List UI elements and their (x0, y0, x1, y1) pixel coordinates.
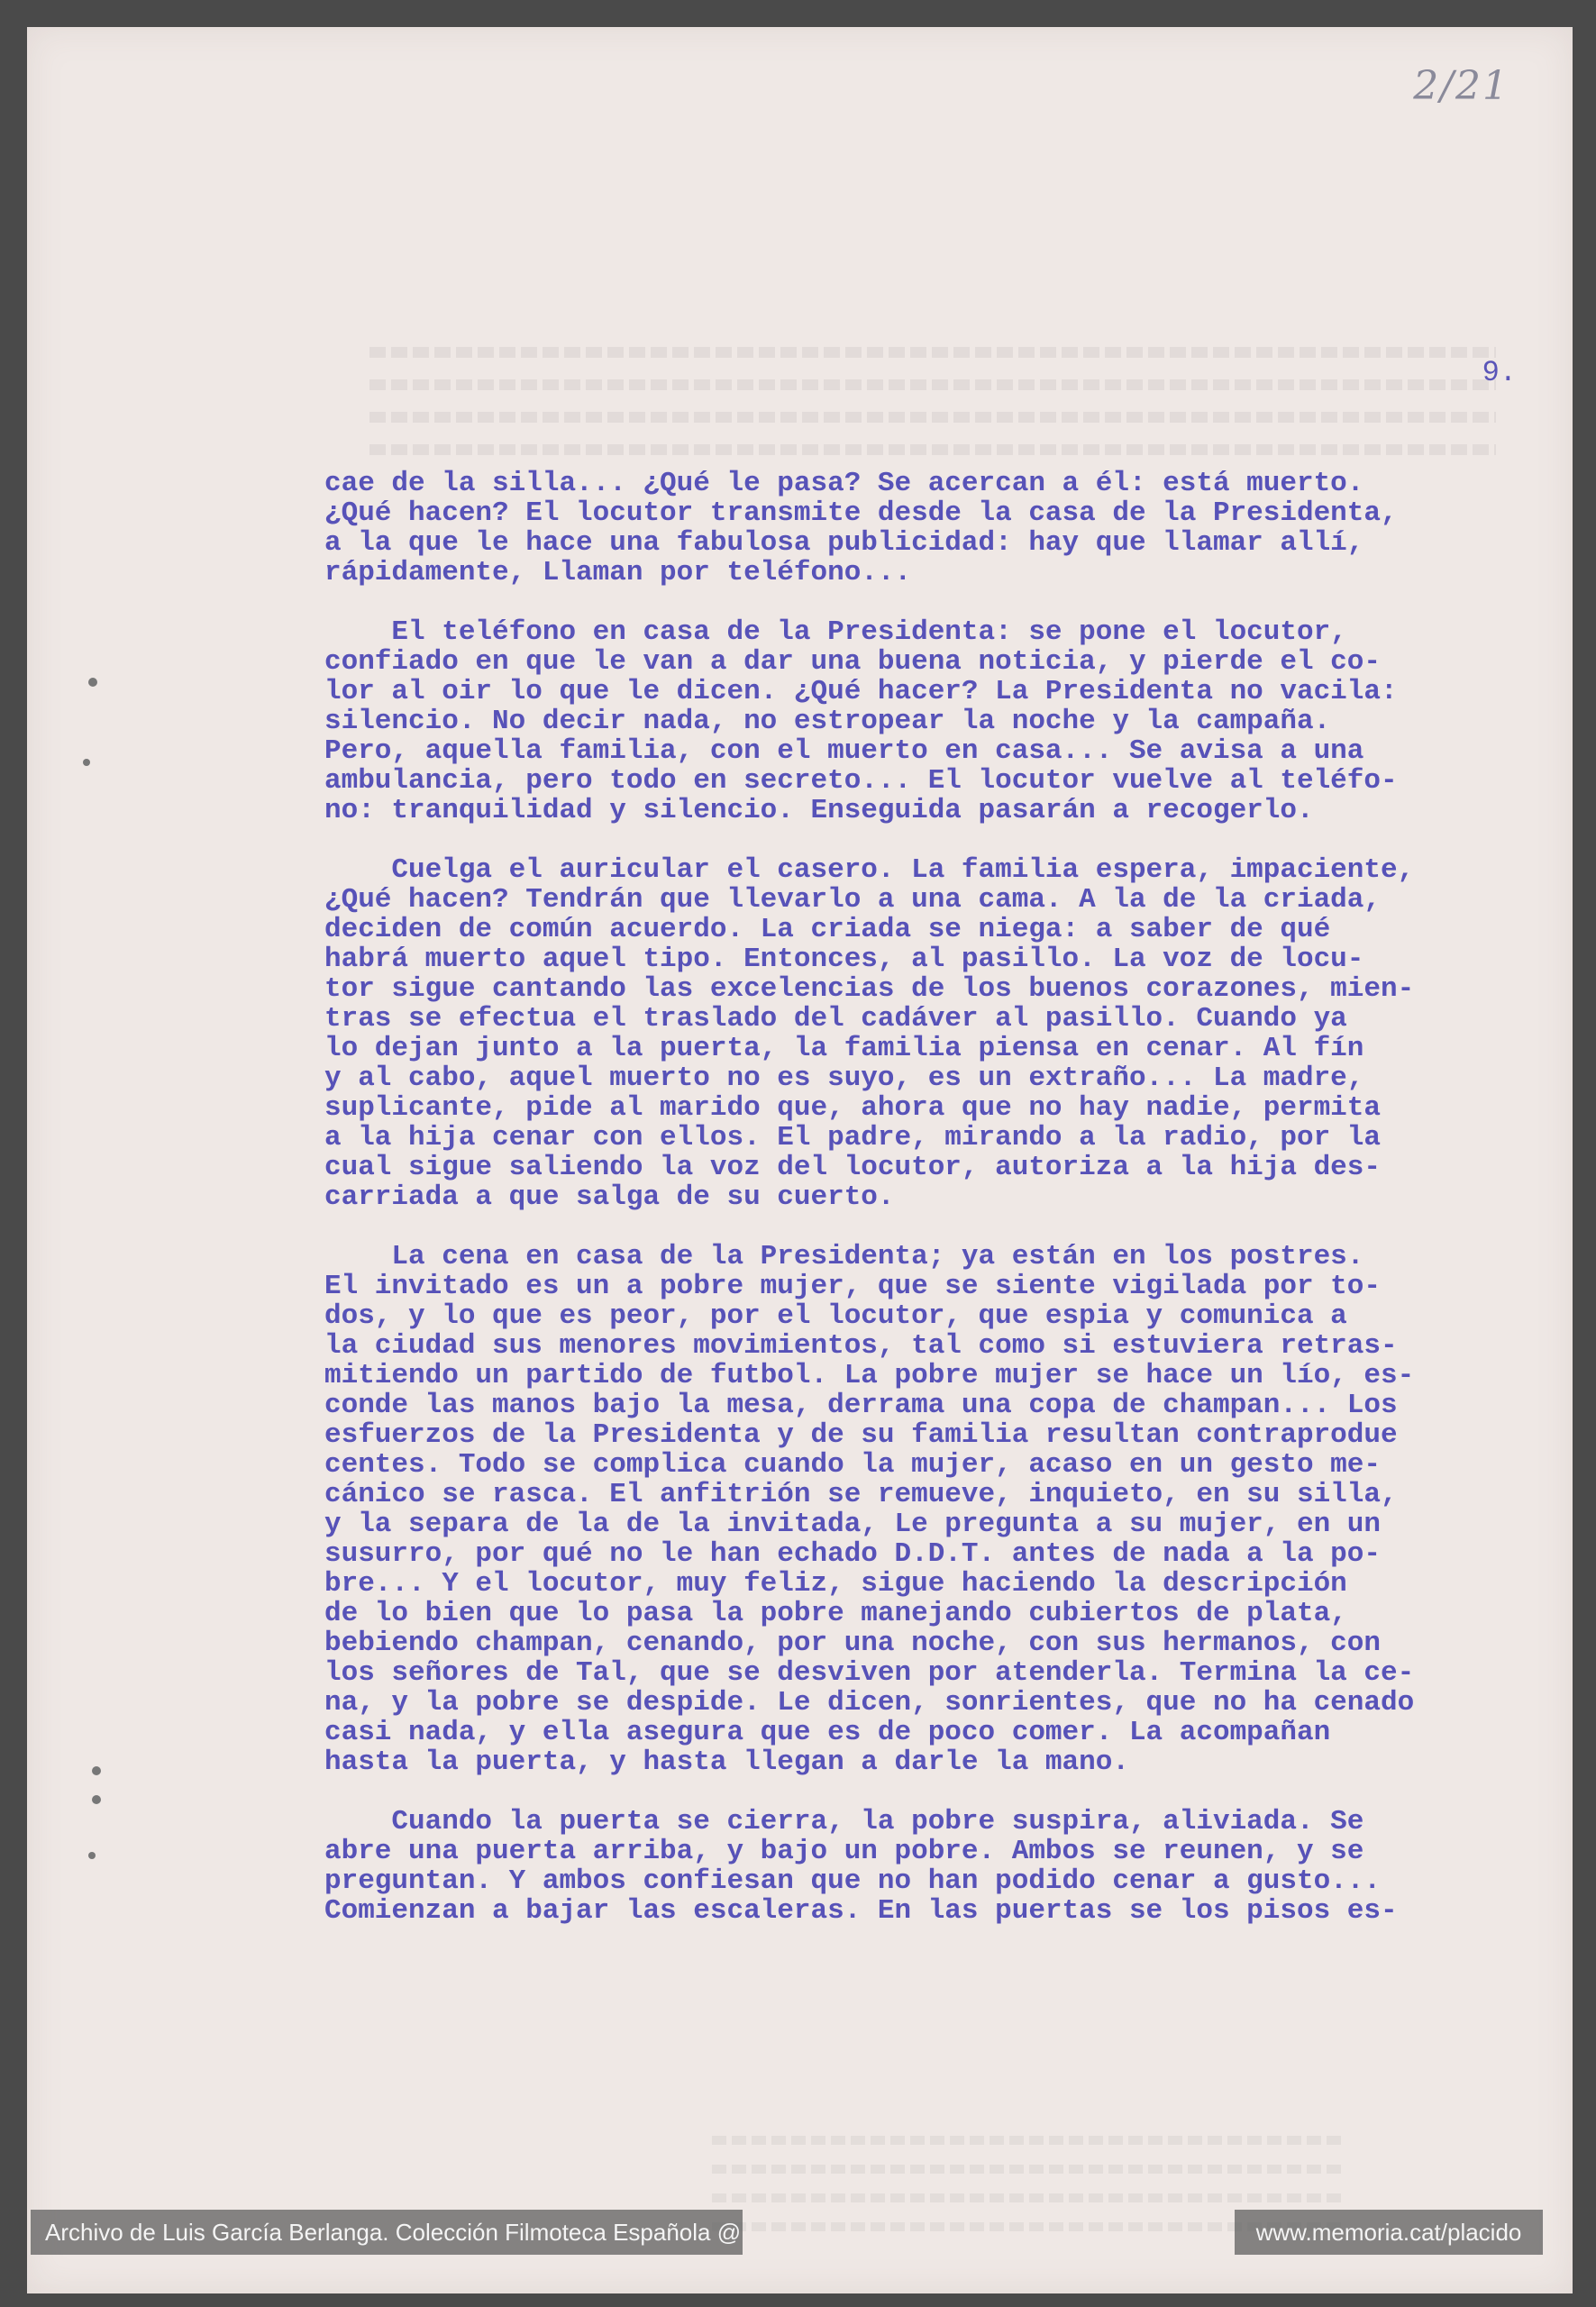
text-line: a la que le hace una fabulosa publicidad: hay que llamar allí, (324, 527, 1364, 559)
text-line: casi nada, y ella asegura que es de poco comer. La acompañan (324, 1717, 1331, 1748)
archive-credit-label: Archivo de Luis García Berlanga. Colección Filmoteca Española @ (31, 2210, 743, 2255)
text-line: de lo bien que lo pasa la pobre manejando cubiertos de plata, (324, 1598, 1347, 1629)
text-line: dos, y lo que es peor, por el locutor, que espia y comunica a (324, 1300, 1347, 1332)
text-line: ¿Qué hacen? El locutor transmite desde la casa de la Presidenta, (324, 497, 1398, 529)
text-line: lor al oir lo que le dicen. ¿Qué hacer? La Presidenta no vacila: (324, 676, 1398, 707)
text-line: preguntan. Y ambos confiesan que no han podido cenar a gusto... (324, 1865, 1381, 1897)
text-line: silencio. No decir nada, no estropear la noche y la campaña. (324, 706, 1331, 737)
text-line: bebiendo champan, cenando, por una noche, con sus hermanos, con (324, 1628, 1381, 1659)
text-line: suplicante, pide al marido que, ahora que no hay nadie, permita (324, 1092, 1381, 1124)
text-line: cual sigue saliendo la voz del locutor, autoriza a la hija des- (324, 1152, 1381, 1183)
text-line: habrá muerto aquel tipo. Entonces, al pasillo. La voz de locu- (324, 944, 1364, 975)
text-line: Cuando la puerta se cierra, la pobre suspira, aliviada. Se (324, 1806, 1364, 1837)
text-line: bre... Y el locutor, muy feliz, sigue haciendo la descripción (324, 1568, 1347, 1600)
text-line: cae de la silla... ¿Qué le pasa? Se acercan a él: está muerto. (324, 468, 1364, 499)
text-line: El invitado es un a pobre mujer, que se siente vigilada por to- (324, 1271, 1381, 1302)
text-line: El teléfono en casa de la Presidenta: se pone el locutor, (324, 616, 1347, 648)
text-line: rápidamente, Llaman por teléfono... (324, 557, 912, 588)
punch-mark (92, 1795, 101, 1804)
page-number: 9. (1482, 356, 1517, 389)
text-line: y al cabo, aquel muerto no es suyo, es un extraño... La madre, (324, 1062, 1364, 1094)
paragraph (324, 617, 1541, 825)
text-line: hasta la puerta, y hasta llegan a darle la mano. (324, 1746, 1129, 1778)
text-line: ambulancia, pero todo en secreto... El locutor vuelve al teléfo- (324, 765, 1398, 797)
text-line: ¿Qué hacen? Tendrán que llevarlo a una cama. A la de la criada, (324, 884, 1381, 916)
text-line: carriada a que salga de su cuerto. (324, 1181, 895, 1213)
text-line: y la separa de la de la invitada, Le pregunta a su mujer, en un (324, 1509, 1381, 1540)
handwritten-page-note: 2/21 (1413, 63, 1509, 109)
text-line: esfuerzos de la Presidenta y de su familia resultan contraprodue (324, 1419, 1398, 1451)
text-line: na, y la pobre se despide. Le dicen, sonrientes, que no ha cenado (324, 1687, 1415, 1719)
text-line: conde las manos bajo la mesa, derrama una copa de champan... Los (324, 1390, 1398, 1421)
punch-mark (83, 759, 90, 766)
text-line: lo dejan junto a la puerta, la familia piensa en cenar. Al fín (324, 1033, 1364, 1064)
paragraph (324, 1807, 1541, 1926)
text-line: deciden de común acuerdo. La criada se niega: a saber de qué (324, 914, 1331, 945)
typewritten-body (324, 469, 1541, 1956)
punch-mark (92, 1766, 101, 1775)
text-line: susurro, por qué no le han echado D.D.T. antes de nada a la po- (324, 1538, 1381, 1570)
text-line: tor sigue cantando las excelencias de los buenos corazones, mien- (324, 973, 1415, 1005)
text-line: la ciudad sus menores movimientos, tal como si estuviera retras- (324, 1330, 1398, 1362)
text-line: Comienzan a bajar las escaleras. En las puertas se los pisos es- (324, 1895, 1398, 1927)
text-line: cánico se rasca. El anfitrión se remueve, inquieto, en su silla, (324, 1479, 1398, 1510)
punch-mark (88, 1852, 96, 1859)
paragraph (324, 1242, 1541, 1777)
text-line: a la hija cenar con ellos. El padre, mirando a la radio, por la (324, 1122, 1381, 1154)
punch-mark (88, 678, 97, 687)
paragraph (324, 469, 1541, 588)
website-link[interactable]: www.memoria.cat/placido (1235, 2210, 1543, 2255)
text-line: tras se efectua el traslado del cadáver al pasillo. Cuando ya (324, 1003, 1347, 1035)
text-line: abre una puerta arriba, y bajo un pobre. Ambos se reunen, y se (324, 1836, 1364, 1867)
text-line: no: tranquilidad y silencio. Enseguida pasarán a recogerlo. (324, 795, 1314, 826)
text-line: los señores de Tal, que se desviven por atenderla. Termina la ce- (324, 1657, 1415, 1689)
paragraph (324, 855, 1541, 1212)
text-line: centes. Todo se complica cuando la mujer, acaso en un gesto me- (324, 1449, 1381, 1481)
text-line: La cena en casa de la Presidenta; ya están en los postres. (324, 1241, 1364, 1272)
text-line: mitiendo un partido de futbol. La pobre mujer se hace un lío, es- (324, 1360, 1415, 1391)
text-line: Pero, aquella familia, con el muerto en casa... Se avisa a una (324, 735, 1364, 767)
text-line: Cuelga el auricular el casero. La familia espera, impaciente, (324, 854, 1415, 886)
text-line: confiado en que le van a dar una buena noticia, y pierde el co- (324, 646, 1381, 678)
